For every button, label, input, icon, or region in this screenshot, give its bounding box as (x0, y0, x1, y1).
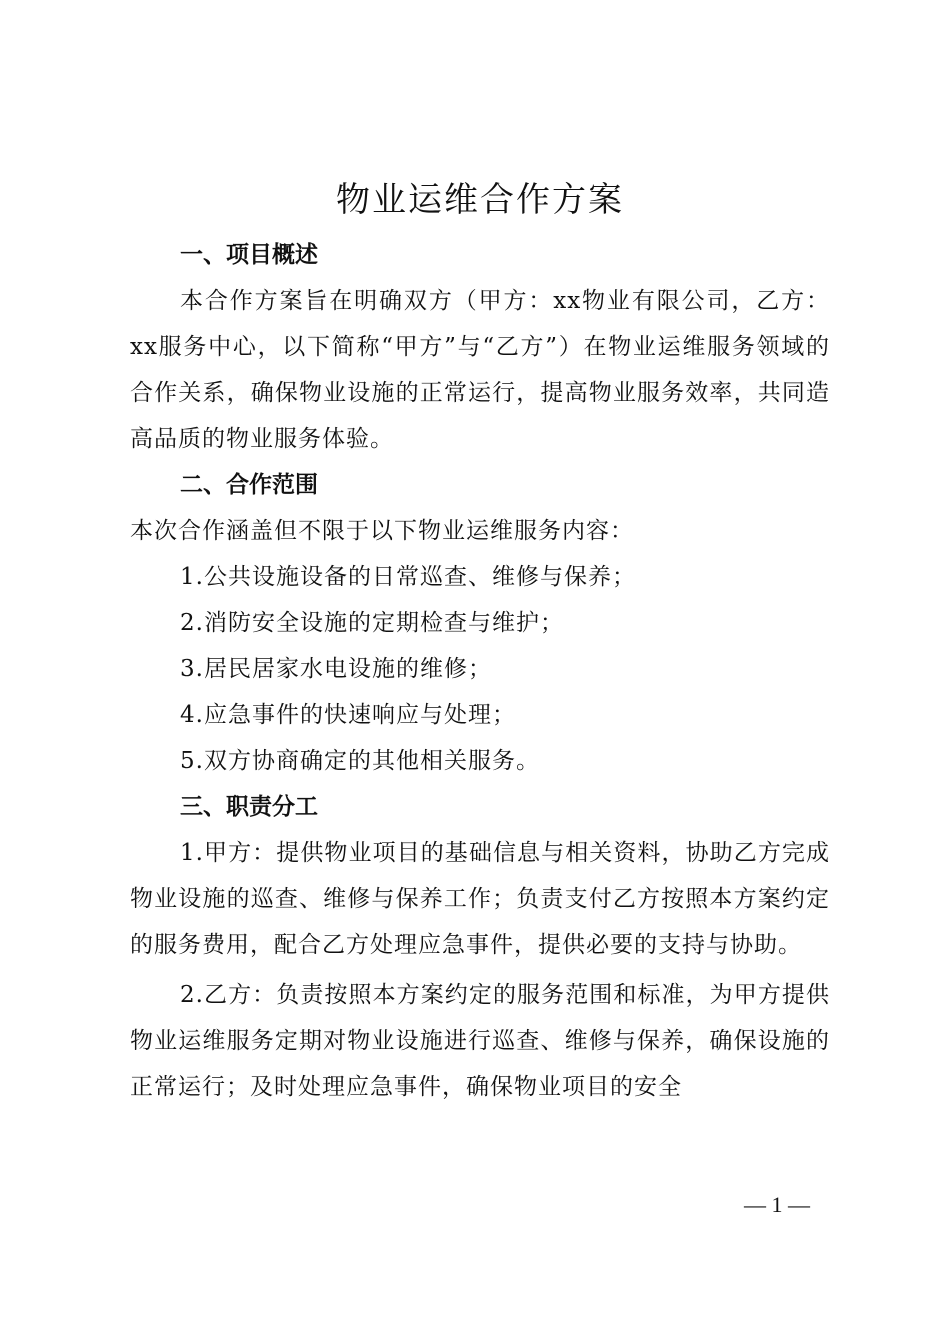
scope-item: 1.公共设施设备的日常巡查、维修与保养； (180, 564, 636, 590)
section-heading-overview: 一、项目概述 (180, 242, 318, 268)
page-number: — 1 — (744, 1192, 810, 1217)
scope-intro: 本次合作涵盖但不限于以下物业运维服务内容： (130, 518, 634, 544)
scope-item: 4.应急事件的快速响应与处理； (180, 702, 516, 728)
scope-item: 2.消防安全设施的定期检查与维护； (180, 610, 564, 636)
document-title: 物业运维合作方案 (336, 180, 624, 220)
scope-item: 5.双方协商确定的其他相关服务。 (180, 748, 540, 774)
section-heading-responsibilities: 三、职责分工 (180, 794, 318, 820)
scope-item: 3.居民居家水电设施的维修； (180, 656, 492, 682)
overview-paragraph: 本合作方案旨在明确双方（甲方：xx物业有限公司，乙方：xx服务中心，以下简称“甲方”与“乙方”）在物业运维服务领域的合作关系，确保物业设施的正常运行，提高物业服务效率，共同造高品质的物业服务体验。 (130, 288, 830, 452)
responsibility-party-b: 2.乙方：负责按照本方案约定的服务范围和标准，为甲方提供物业运维服务定期对物业设施进行巡查、维修与保养，确保设施的正常运行；及时处理应急事件，确保物业项目的安全 (130, 982, 830, 1100)
responsibility-party-a: 1.甲方：提供物业项目的基础信息与相关资料，协助乙方完成物业设施的巡查、维修与保养工作；负责支付乙方按照本方案约定的服务费用，配合乙方处理应急事件，提供必要的支持与协助。 (130, 840, 830, 958)
document-body (130, 174, 830, 1110)
section-heading-scope: 二、合作范围 (180, 472, 318, 498)
